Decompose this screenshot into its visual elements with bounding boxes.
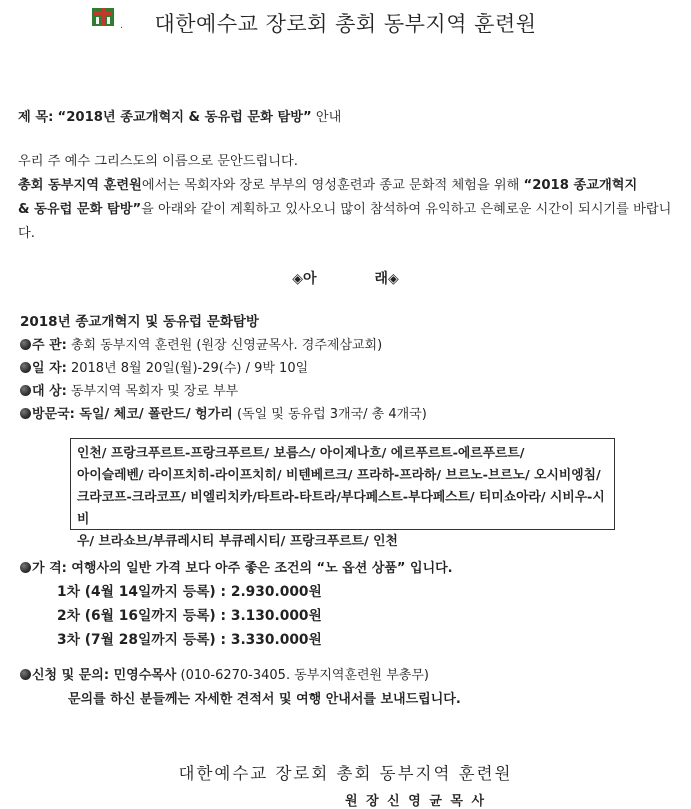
footer-organization: 대한예수교 장로회 총회 동부지역 훈련원 — [178, 764, 513, 783]
price-tier: 1차 (4월 14일까지 등록) : 2.930.000원 — [57, 584, 322, 600]
intro-paragraph-line-1 — [18, 174, 637, 193]
itinerary-line: 크라코프-크라코프/ 비엘리치카/타트라-타트라/부다페스트-부다페스트/ 티미쇼아라/ 시비우-시비 — [77, 490, 605, 527]
host-item — [20, 334, 382, 353]
organization-title: 대한예수교 장로회 총회 동부지역 훈련원 — [154, 12, 537, 36]
apply-label: 신청 및 문의: — [32, 668, 110, 683]
notice-heading — [0, 268, 691, 288]
price-item — [20, 557, 453, 576]
bullet-icon — [20, 669, 31, 680]
date-label: 일 자: — [32, 361, 67, 376]
itinerary-line: 우/ 브라쇼브/부큐레시티 부큐레시티/ 프랑크푸르트/ 인천 — [77, 534, 398, 549]
subject-label: 제 목: — [18, 110, 54, 125]
target-value: 동부지역 목회자 및 장로 부부 — [66, 384, 239, 399]
subject-suffix: 안내 — [311, 110, 342, 125]
greeting-line: 우리 주 예수 그리스도의 이름으로 문안드립니다. — [18, 154, 298, 169]
intro-event-title-2: & 동유럽 문화 탐방” — [18, 202, 142, 217]
date-value: 2018년 8월 20일(월)-29(수) / 9박 10일 — [66, 361, 309, 376]
notice-heading-left: ◈아 — [292, 271, 317, 287]
itinerary-line: 인천/ 프랑크푸르트-프랑크푸르트/ 보름스/ 아이제나흐/ 에르푸르트-에르푸르트/ — [77, 446, 525, 461]
host-label: 주 관: — [32, 338, 67, 353]
apply-phone: (010-6270-3405. 동부지역훈련원 부총무) — [176, 668, 429, 683]
target-item — [20, 380, 238, 399]
intro-org-name: 총회 동부지역 훈련원 — [18, 178, 142, 193]
price-end: 입니다. — [405, 561, 453, 576]
section-title: 2018년 종교개혁지 및 동유럽 문화탐방 — [20, 314, 259, 330]
footer-signature: 원 장 신 영 균 목 사 — [345, 794, 487, 809]
countries-item — [20, 403, 427, 422]
price-tier: 3차 (7월 28일까지 등록) : 3.330.000원 — [57, 632, 322, 648]
price-tier: 2차 (6월 16일까지 등록) : 3.130.000원 — [57, 608, 322, 624]
notice-heading-right: 래◈ — [374, 271, 399, 287]
apply-contact: 민영수목사 — [109, 668, 177, 683]
intro-event-title-1: “2018 종교개혁지 — [523, 178, 638, 193]
price-label: 가 격: — [32, 561, 67, 576]
target-label: 대 상: — [32, 384, 67, 399]
itinerary-box — [70, 438, 615, 549]
date-item — [20, 357, 308, 376]
logo-mark: . — [120, 20, 124, 31]
host-value: 총회 동부지역 훈련원 (원장 신영균목사. 경주제삼교회) — [66, 338, 383, 353]
intro-paragraph-line-2 — [18, 198, 671, 217]
countries-label: 방문국: — [32, 407, 75, 422]
bullet-icon — [20, 385, 31, 396]
apply-note: 문의를 하신 분들께는 자세한 견적서 및 여행 안내서를 보내드립니다. — [68, 692, 461, 707]
bullet-icon — [20, 362, 31, 373]
intro-text-2: 을 아래와 같이 계획하고 있사오니 많이 참석하여 유익하고 은혜로운 시간이 되시기를 바랍니 — [141, 202, 672, 217]
itinerary-line: 아이슬레벤/ 라이프치히-라이프치히/ 비텐베르크/ 프라하-프라하/ 브르노-브르노/ 오시비엥침/ — [77, 468, 601, 483]
intro-paragraph-line-3: 다. — [18, 226, 35, 241]
bullet-icon — [20, 408, 31, 419]
bullet-icon — [20, 562, 31, 573]
subject-title: “2018년 종교개혁지 & 동유럽 문화 탐방” — [57, 110, 312, 125]
price-text: 여행사의 일반 가격 보다 아주 좋은 조건의 — [66, 561, 317, 576]
apply-item — [20, 664, 429, 683]
subject-line — [18, 106, 341, 125]
bullet-icon — [20, 339, 31, 350]
countries-value: 독일/ 체코/ 폴란드/ 헝가리 — [74, 407, 233, 422]
intro-text-1: 에서는 목회자와 장로 부부의 영성훈련과 종교 문화적 체험을 위해 — [141, 178, 524, 193]
price-quote: “노 옵션 상품” — [316, 561, 406, 576]
countries-note: (독일 및 동유럽 3개국/ 총 4개국) — [232, 407, 427, 422]
